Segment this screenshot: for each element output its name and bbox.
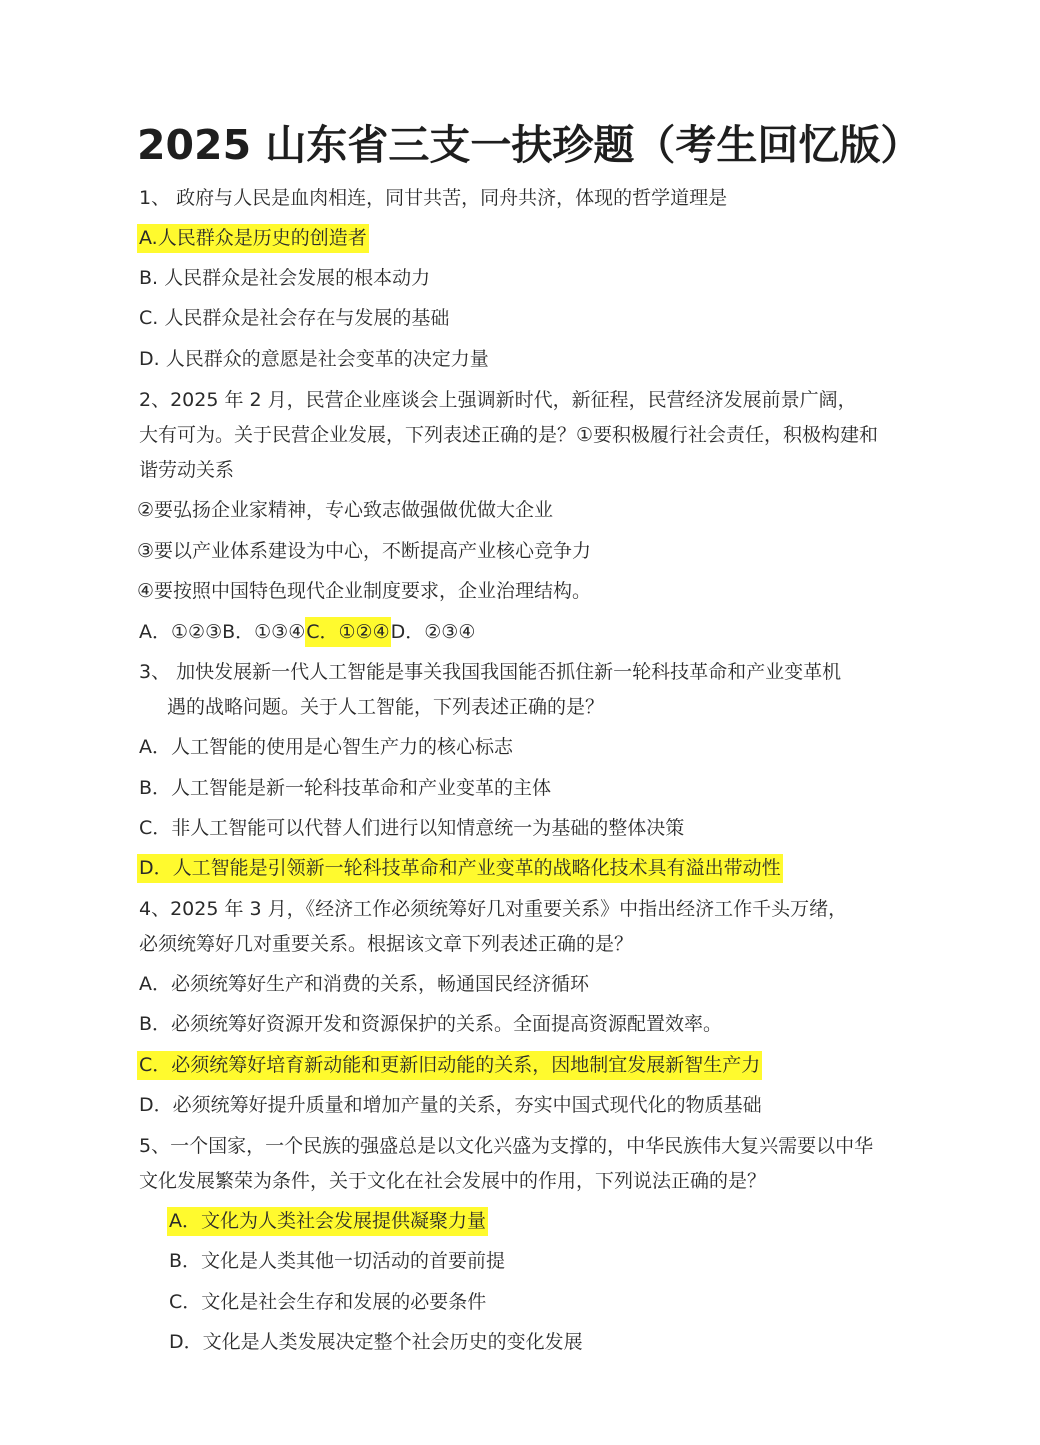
- question-2-stem-line-1: 2、2025 年 2 月，民营企业座谈会上强调新时代，新征程，民营经济发展前景广阔，: [139, 389, 857, 411]
- question-5-option-a: [167, 1208, 488, 1234]
- question-1-option-a: [137, 225, 369, 251]
- question-4-stem-line-2: 必须统筹好几对重要关系。根据该文章下列表述正确的是？: [139, 933, 634, 955]
- question-3-option-a: A．人工智能的使用是心智生产力的核心标志: [139, 736, 513, 758]
- question-5-option-b: B．文化是人类其他一切活动的首要前提: [169, 1250, 506, 1272]
- question-5-stem-line-2: 文化发展繁荣为条件，关于文化在社会发展中的作用，下列说法正确的是？: [139, 1170, 767, 1192]
- question-4-stem-line-1: 4、2025 年 3 月，《经济工作必须统筹好几对重要关系》中指出经济工作千头万绪，: [139, 898, 848, 920]
- question-2-stem-line-3: 谐劳动关系: [139, 459, 235, 481]
- question-2-option-d: D．②③④: [390, 621, 476, 643]
- question-2-options: [139, 619, 475, 645]
- question-1-stem: 1、 政府与人民是血肉相连，同甘共苦，同舟共济，体现的哲学道理是: [139, 187, 728, 209]
- question-4-option-b: B．必须统筹好资源开发和资源保护的关系。全面提高资源配置效率。: [139, 1013, 723, 1035]
- question-2-statement-3: ③要以产业体系建设为中心，不断提高产业核心竞争力: [137, 540, 592, 562]
- question-3-stem-line-1: 3、 加快发展新一代人工智能是事关我国我国能否抓住新一轮科技革命和产业变革机: [139, 661, 842, 683]
- question-1-option-d: D. 人民群众的意愿是社会变革的决定力量: [139, 348, 489, 370]
- answer-highlight: D．人工智能是引领新一轮科技革命和产业变革的战略化技术具有溢出带动性: [137, 854, 783, 883]
- question-4-option-d: D．必须统筹好提升质量和增加产量的关系，夯实中国式现代化的物质基础: [139, 1094, 762, 1116]
- question-4-option-a: A．必须统筹好生产和消费的关系，畅通国民经济循环: [139, 973, 589, 995]
- question-5-stem-line-1: 5、一个国家，一个民族的强盛总是以文化兴盛为支撑的，中华民族伟大复兴需要以中华: [139, 1135, 874, 1157]
- answer-highlight: A.人民群众是历史的创造者: [137, 224, 369, 253]
- answer-highlight: C．①②④: [305, 617, 390, 647]
- question-2-option-b: B．①③④: [222, 621, 306, 643]
- question-2-statement-4: ④要按照中国特色现代企业制度要求，企业治理结构。: [137, 580, 592, 602]
- question-3-option-c: C．非人工智能可以代替人们进行以知情意统一为基础的整体决策: [139, 817, 685, 839]
- question-3-option-d: [137, 855, 783, 881]
- question-5-option-c: C．文化是社会生存和发展的必要条件: [169, 1291, 487, 1313]
- question-3-option-b: B．人工智能是新一轮科技革命和产业变革的主体: [139, 777, 552, 799]
- question-5-option-d: D．文化是人类发展决定整个社会历史的变化发展: [169, 1331, 583, 1353]
- question-1-option-b: B. 人民群众是社会发展的根本动力: [139, 267, 431, 289]
- page-title: 2025 山东省三支一扶珍题（考生回忆版）: [137, 121, 922, 169]
- question-4-option-c: [137, 1052, 762, 1078]
- question-2-option-a: A．①②③: [139, 621, 223, 643]
- question-2-stem-line-2: 大有可为。关于民营企业发展，下列表述正确的是？①要积极履行社会责任，积极构建和: [139, 424, 879, 446]
- question-3-stem-line-2: 遇的战略问题。关于人工智能，下列表述正确的是？: [167, 696, 605, 718]
- answer-highlight: A．文化为人类社会发展提供凝聚力量: [167, 1207, 488, 1236]
- question-1-option-c: C. 人民群众是社会存在与发展的基础: [139, 307, 450, 329]
- answer-highlight: C．必须统筹好培育新动能和更新旧动能的关系，因地制宜发展新智生产力: [137, 1051, 762, 1080]
- question-2-statement-2: ②要弘扬企业家精神，专心致志做强做优做大企业: [137, 499, 554, 521]
